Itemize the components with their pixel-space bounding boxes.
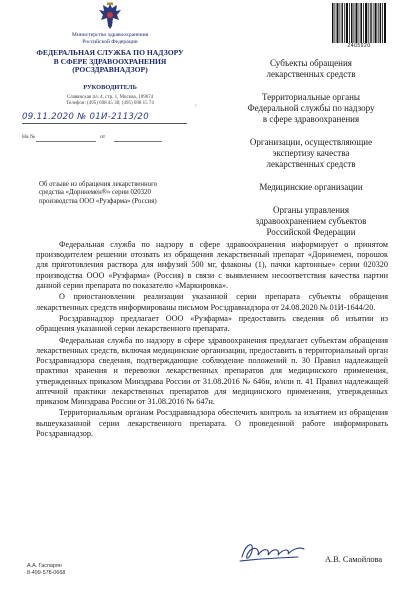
executor-info [27, 563, 65, 577]
barcode-icon [330, 3, 388, 43]
letter-body [36, 240, 388, 440]
agency-address: Славянская пл. 4, стр. 1, Москва, 109074 Телефон: (495) 698 45 38; (495) 698 15 74 [66, 95, 154, 107]
recipient-block: Субъекты обращения лекарственных средств [266, 58, 356, 79]
registration-number: 09.11.2020 № 01И-2113/20 [22, 112, 149, 122]
recipient-block: Территориальные органы Федеральной службы по надзору в сфере здравоохранения [247, 92, 375, 124]
handwritten-signature [236, 537, 308, 567]
reference-date-label: от [100, 134, 106, 140]
recipient-block: Медицинские организации [259, 182, 363, 192]
recipient-block: Организации, осуществляющие экспертизу качества лекарственных средств [249, 137, 373, 169]
recipient-block: Органы управления здравоохранением субъектов Российской Федерации [255, 205, 367, 237]
body-paragraph: Федеральная служба по надзору в сфере здравоохранения информирует о принятом производителем решении отозвать из обращения лекарственный препарат «Доринемен, порошок для приготовления раствора для инфузий 500 мг, флаконы (1), пачки картонные» серии 020320 производства ООО «Рузфарма» (Россия) в связи с выявлением несоответствия качества партии данной серии препарата по показателю «Маркировка». [36, 240, 388, 290]
letter-subject: Об отзыве из обращения лекарственного средства «Доринемен®» серии 020320 производства ООО «Рузфарма» (Россия) [39, 181, 158, 205]
body-paragraph: Территориальным органам Росздравнадзора обеспечить контроль за изъятием из обращения вышеуказанной серии лекарственного препарата. О проведенной работе информировать Росздравнадзор. [36, 408, 388, 438]
body-paragraph: Федеральная служба по надзору в сфере здравоохранения предлагает субъектам обращения лекарственных средств, включая медицинские организации, предоставить в территориальный орган Росздравнадзора сведения, подтверждающие соблюдение положений п. 30 Правил надлежащей практики хранения и перевозки лекарственных препаратов для медицинского применения, утвержденных приказом Минздрава России от 31.08.2016 № 646н, и/или п. 41 Правил надлежащей аптечной практики лекарственных препаратов для медицинского применения, утвержденных приказом Минздрава России от 31.08.2016 № 647н. [36, 335, 388, 406]
agency-name: ФЕДЕРАЛЬНАЯ СЛУЖБА ПО НАДЗОРУ В СФЕРЕ ЗДРАВООХРАНЕНИЯ (РОСЗДРАВНАДЗОР) [36, 48, 184, 75]
registration-line [22, 112, 194, 124]
ministry-name: Министерство здравоохранения Российской Федерации [71, 32, 149, 45]
registration-underline [22, 123, 187, 124]
reference-line [22, 134, 194, 144]
reference-number-underline [36, 141, 96, 142]
eagle-emblem-icon [97, 2, 123, 30]
reference-date-underline [114, 141, 162, 142]
executor-phone: 8-499-578-0668 [27, 570, 66, 577]
head-title: РУКОВОДИТЕЛЬ [83, 84, 137, 91]
body-paragraph: О приостановлении реализации указанной серии препарата субъекты обращения лекарственных средств информированы письмом Росздравнадзора от 24.08.2020 № 01И-1644/20. [36, 292, 388, 312]
reference-prefix: На № [22, 134, 36, 140]
margin-mark: г [195, 104, 198, 109]
barcode-number: 2405920 [347, 43, 371, 49]
signer-name: А.В. Самойлова [325, 555, 383, 564]
executor-name: А.А. Гаспарян [27, 563, 62, 569]
body-paragraph: Росздравнадзор предлагает ООО «Рузфарма» предоставить сведения об изъятии из обращения указанной серии лекарственного препарата. [36, 314, 388, 334]
recipients-list [236, 58, 386, 250]
